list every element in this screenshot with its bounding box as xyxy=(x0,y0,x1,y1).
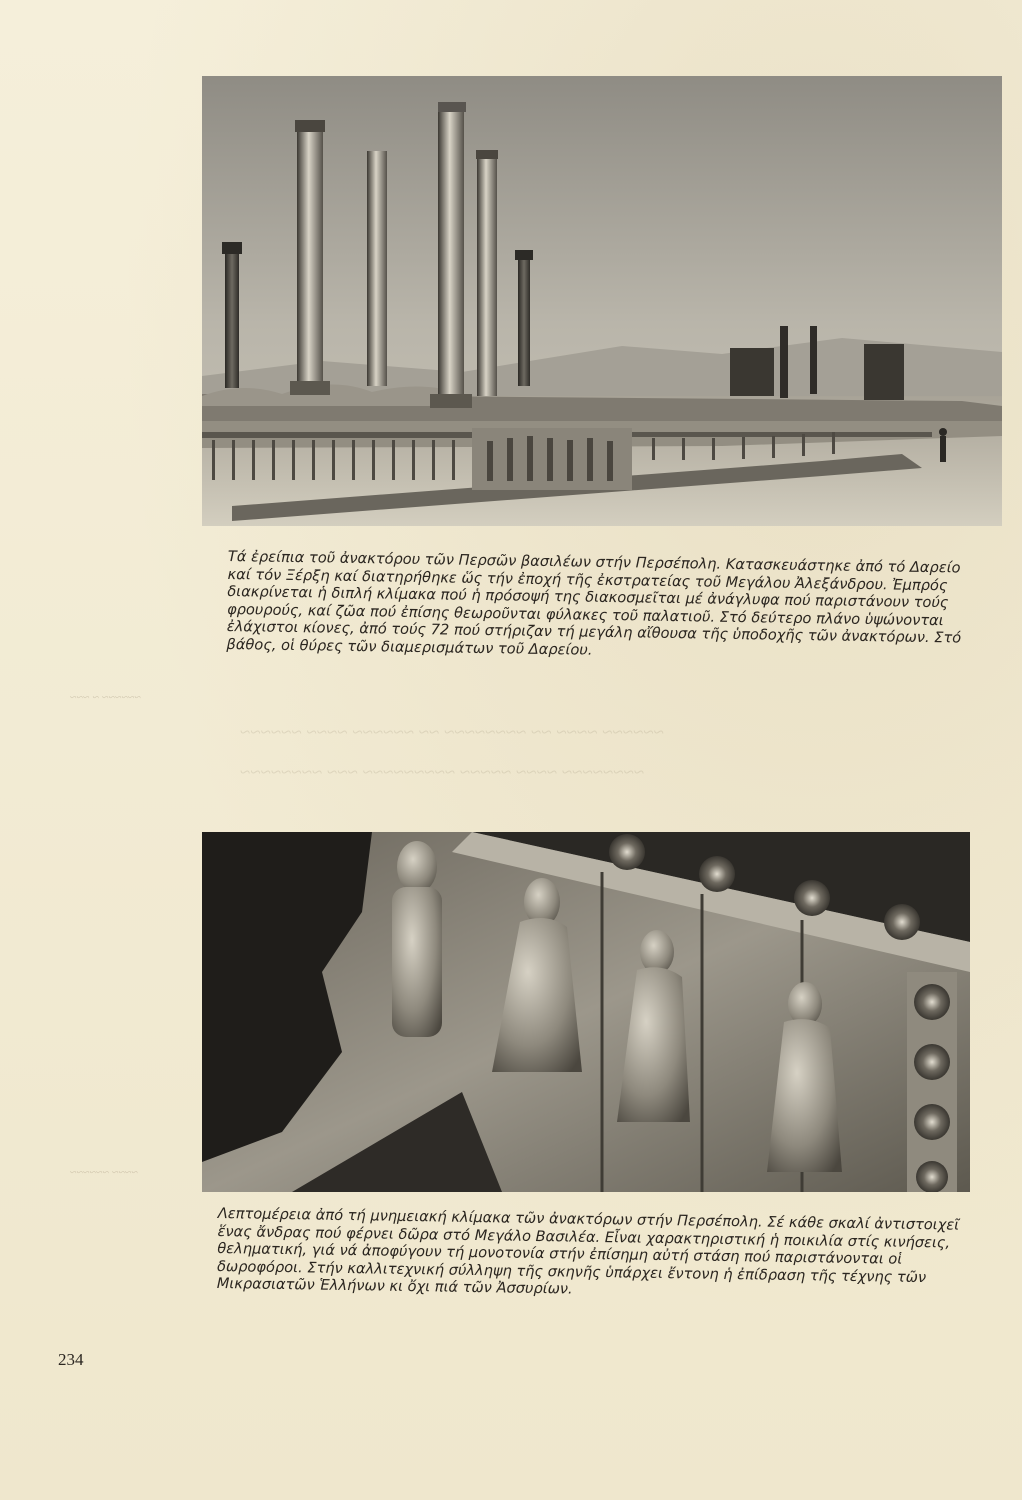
show-through-text: ~~~~~~ ~~~~ ~~ ~~~~~~~~ ~~ ~~~~~~ ~~~~ ~~~~~~ xyxy=(240,722,664,743)
page-number: 234 xyxy=(58,1350,84,1369)
caption-text: Τά ἐρείπια τοῦ ἀνακτόρου τῶν Περσῶν βασιλέων στήν Περσέπολη. Κατασκευάστηκε ἀπό τό Δαρείο καί τόν Ξέρξη καί διατηρήθηκε ὥς τήν ἐποχή τῆς ἐκστρατείας τοῦ Μεγάλου Ἀλεξάνδρου. Ἐμπρός διακρίνεται ἡ διπλή κλίμακα πού ἡ πρόσοψή της διακοσμεῖται μέ ἀνάγλυφα πού παριστάνουν τούς φρουρούς, καί ζῶα πού ἐπίσης θεωροῦνται φύλακες τοῦ παλατιοῦ. Στό δεύτερο πλάνο ὑψώνονται ἐλάχιστοι κίονες, ἀπό τούς 72 πού στήριζαν τή μεγάλη αἴθουσα τῆς ὑποδοχῆς τῶν ἀνακτόρων. Στό βάθος, οἱ θύρες τῶν διαμερισμάτων τοῦ Δαρείου. xyxy=(226,548,962,659)
show-through-margin-note: ~~~~ ~~~~~~ xyxy=(70,1165,138,1179)
persepolis-ruins-photo xyxy=(202,76,1002,526)
staircase-relief-photo xyxy=(202,832,970,1192)
caption-text: Λεπτομέρεια ἀπό τή μνημειακή κλίμακα τῶν ἀνακτόρων στήν Περσέπολη. Σέ κάθε σκαλί ἀντιστοιχεῖ ἕνας ἄνδρας πού φέρνει δῶρα στό Μεγάλο Βασιλέα. Εἶναι χαρακτηριστική ἡ ποικιλία στίς κινήσεις, θεληματική, γιά νά ἀποφύγουν τή μονοτονία στήν ἐπίσημη αὐτή στάση πού παριστάνονται οἱ δωροφόροι. Στήν καλλιτεχνική σύλληψη τῆς σκηνῆς ὑπάρχει ἔντονη ἡ ἐπίδραση τῆς τέχνης τῶν Μικρασιατῶν Ἑλλήνων κι ὄχι πιά τῶν Ἀσσυρίων. xyxy=(216,1205,960,1298)
show-through-margin-note: ~~~~~~ ~ ~~~ xyxy=(70,690,141,704)
caption-staircase-relief xyxy=(217,1205,978,1305)
show-through-text: ~~~~~~~~ ~~~~ ~~~~~ ~~~~~~~~~ ~~~ ~~~~~~~~ xyxy=(240,762,645,783)
caption-persepolis-ruins xyxy=(226,548,980,665)
